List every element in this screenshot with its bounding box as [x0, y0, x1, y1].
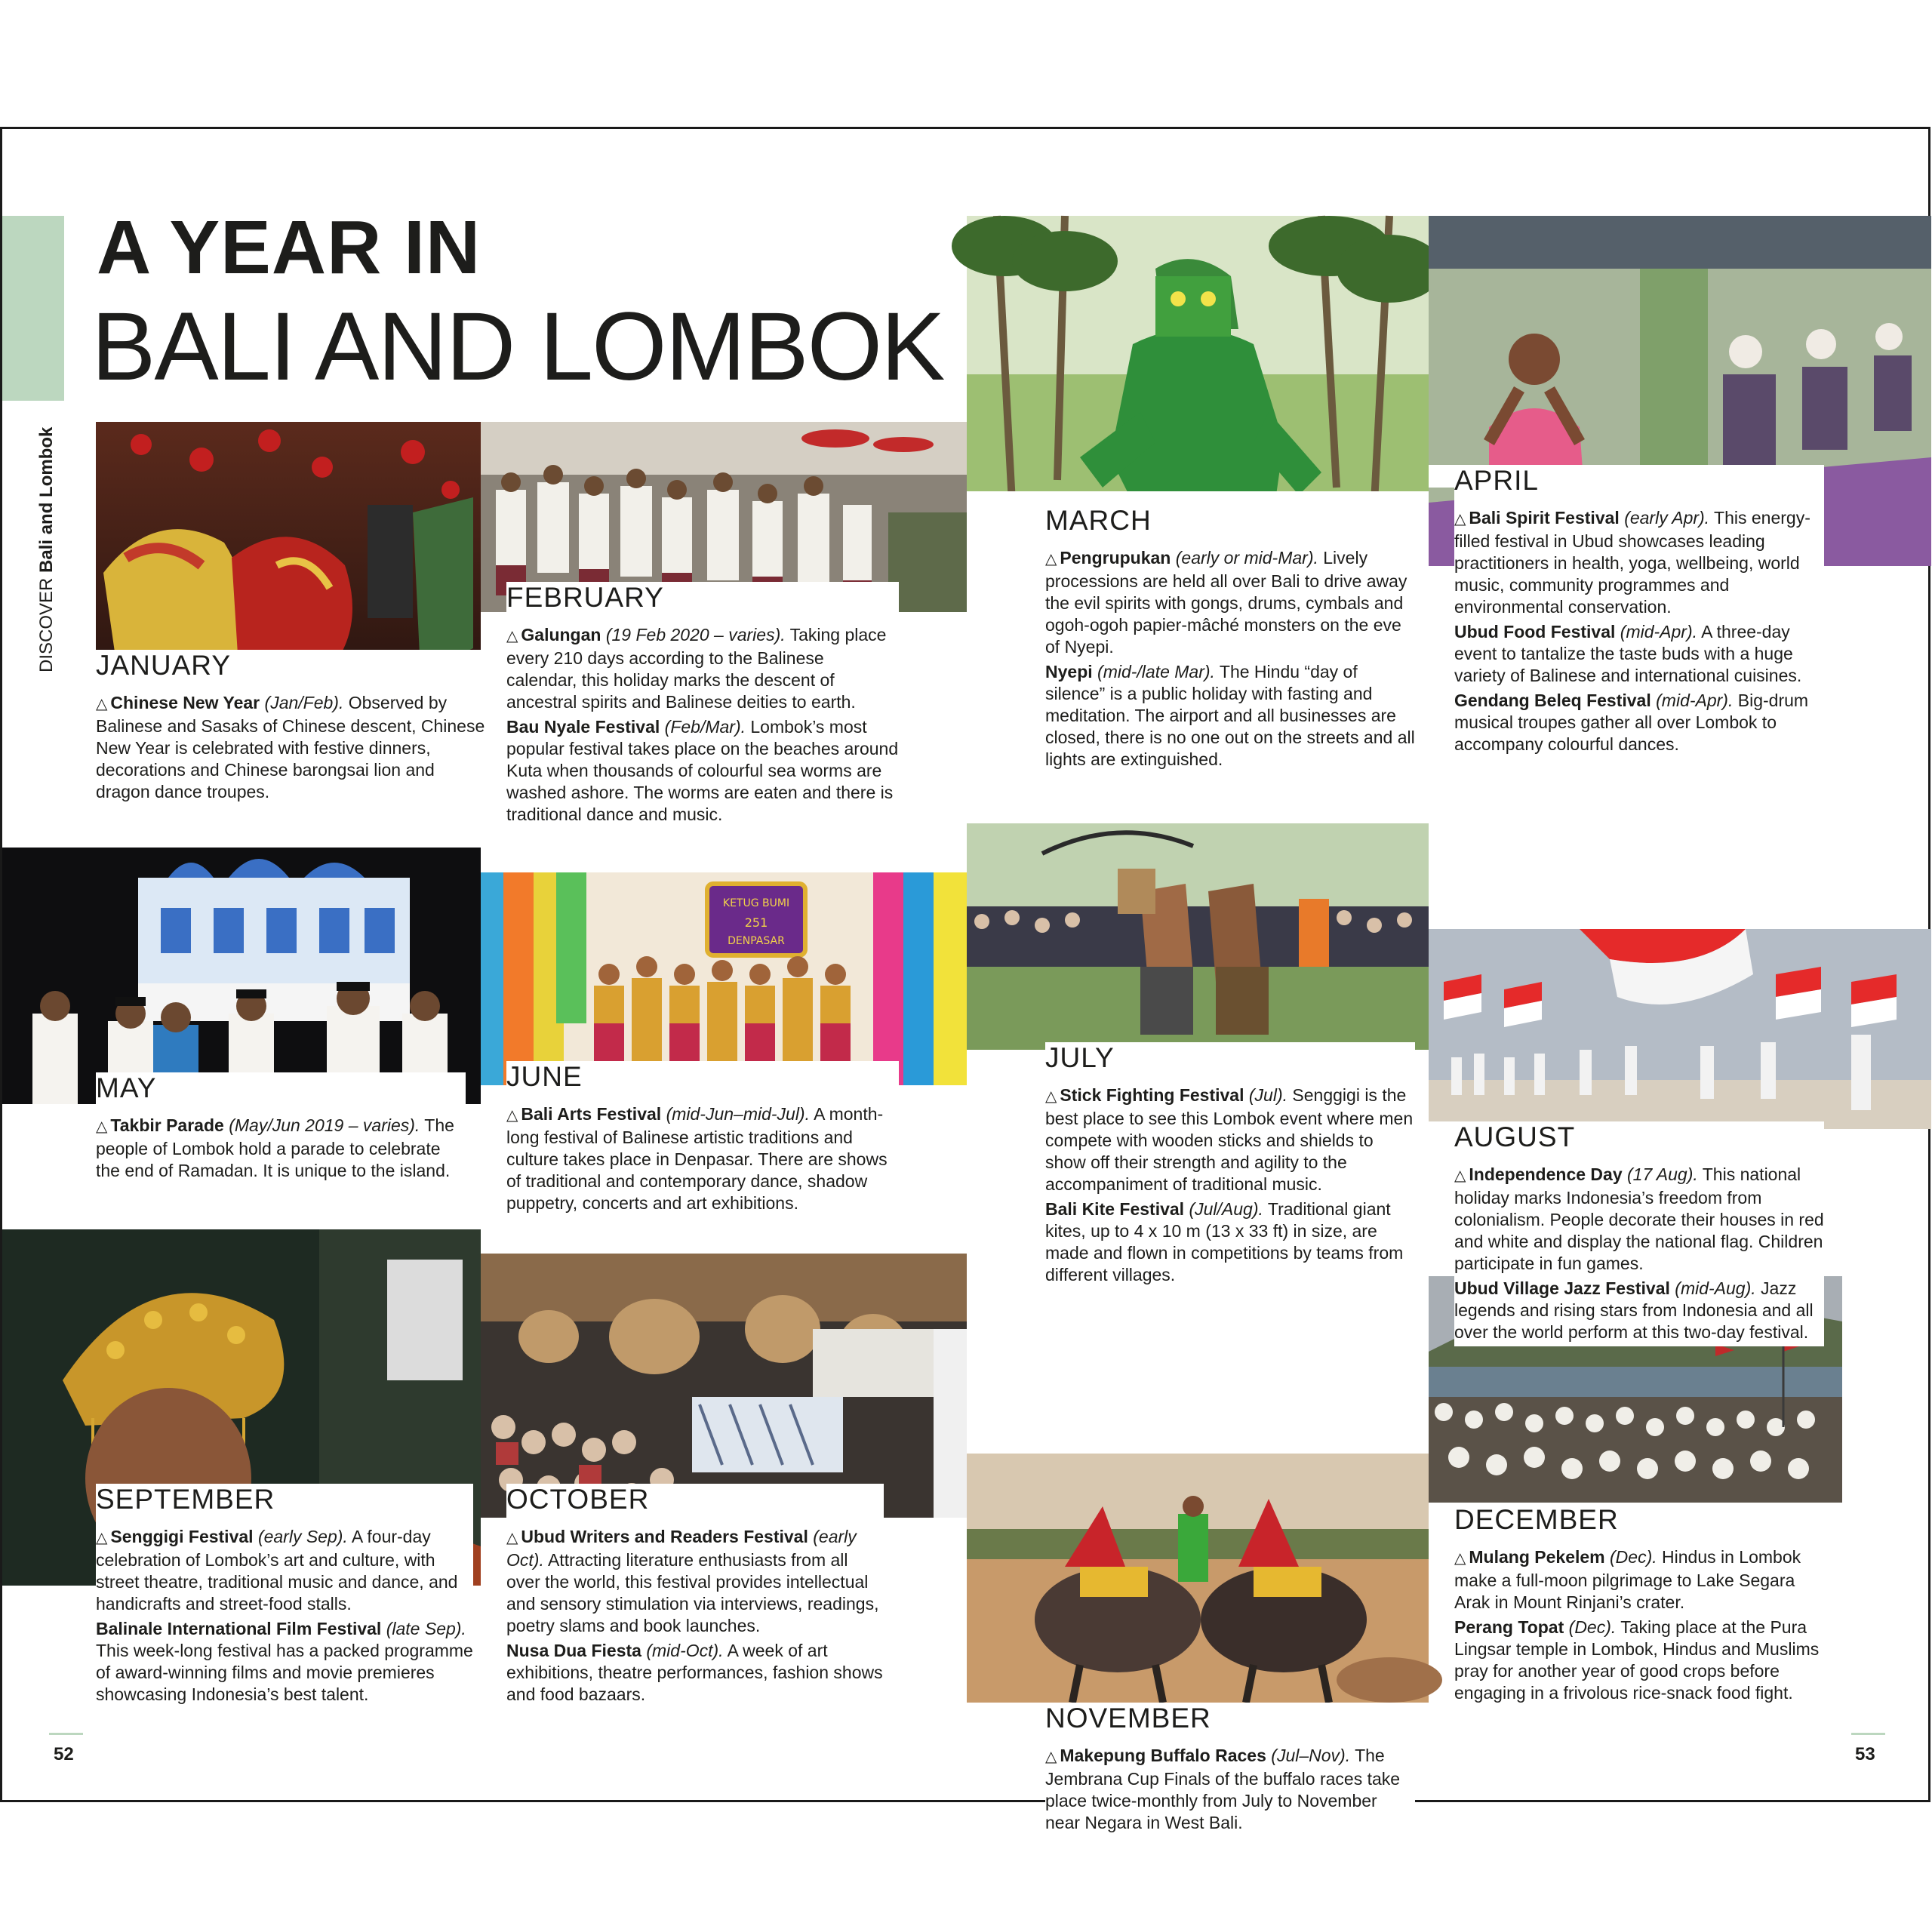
june-sign-text: KETUG BUMI: [722, 897, 790, 909]
highlight-triangle-icon: △: [1454, 511, 1466, 528]
event-entry: △ Pengrupukan (early or mid-Mar). Lively processions are held all over Bali to drive away the evil spirits with gongs, drums, cymbals and ogoh-ogoh papier-mâché monsters on the eve of Nyepi.: [1045, 548, 1407, 657]
event-entry: Nyepi (mid-/late Mar). The Hindu “day of silence” is a public holiday with fasting and meditation. The airport and all businesses are closed, there is no one out on the streets and all lights are extinguished.: [1045, 662, 1415, 769]
event-entry: Bau Nyale Festival (Feb/Mar). Lombok’s most popular festival takes place on the beaches around Kuta when thousands of colourful sea worms are washed ashore. The worms are eaten and there is traditional dance and music.: [506, 717, 899, 824]
event-entry: △ Makepung Buffalo Races (Jul–Nov). The Jembrana Cup Finals of the buffalo races take place twice-monthly from July to November near Negara in West Bali.: [1045, 1746, 1401, 1832]
event-entry: △ Chinese New Year (Jan/Feb). Observed by Balinese and Sasaks of Chinese descent, Chinese New Year is celebrated with festive dinners, decorations and Chinese barongsai lion and dragon dance troupes.: [96, 693, 485, 801]
event-entry: △ Mulang Pekelem (Dec). Hindus in Lombok make a full-moon pilgrimage to Lake Segara Arak in Mount Rinjani’s crater.: [1454, 1547, 1801, 1612]
month-june: [506, 1061, 899, 1217]
month-heading: JULY: [1045, 1042, 1115, 1073]
page-number-left: 52: [54, 1744, 74, 1764]
page-number-right: 53: [1855, 1744, 1875, 1764]
highlight-triangle-icon: △: [506, 628, 518, 645]
event-entry: Nusa Dua Fiesta (mid-Oct). A week of art exhibitions, theatre performances, fashion shows and food bazaars.: [506, 1641, 883, 1704]
highlight-triangle-icon: △: [96, 1530, 108, 1546]
month-march: [967, 491, 1429, 774]
month-october: [506, 1484, 884, 1709]
month-heading: MARCH: [1045, 505, 1152, 536]
highlight-triangle-icon: △: [1045, 551, 1057, 568]
month-february: [506, 582, 899, 829]
month-heading: FEBRUARY: [506, 582, 664, 613]
highlight-triangle-icon: △: [1454, 1168, 1466, 1184]
event-entry: △ Bali Spirit Festival (early Apr). This energy-filled festival in Ubud showcases leading practitioners in health, yoga, wellbeing, world music, community programmes and environmental conservation.: [1454, 508, 1810, 617]
june-sign-city: DENPASAR: [728, 935, 785, 947]
event-entry: △ Senggigi Festival (early Sep). A four-day celebration of Lombok’s art and culture, with street theatre, traditional music and dance, and handicrafts and street-food stalls.: [96, 1527, 458, 1614]
event-entry: Ubud Village Jazz Festival (mid-Aug). Jazz legends and rising stars from Indonesia and all over the world perform at this two-day festival.: [1454, 1278, 1814, 1342]
highlight-triangle-icon: △: [506, 1530, 518, 1546]
event-entry: △ Galungan (19 Feb 2020 – varies). Taking place every 210 days according to the Balinese calendar, this holiday marks the descent of ancestral spirits and Balinese deities to earth.: [506, 625, 887, 712]
photo-lion-dance: [96, 422, 481, 683]
month-heading: AUGUST: [1454, 1121, 1576, 1152]
event-entry: Gendang Beleq Festival (mid-Apr). Big-drum musical troupes gather all over Lombok to accompany colourful dances.: [1454, 691, 1809, 754]
month-heading: APRIL: [1454, 465, 1539, 496]
month-heading: JANUARY: [96, 650, 232, 681]
month-heading: NOVEMBER: [1045, 1703, 1211, 1734]
highlight-triangle-icon: △: [1454, 1550, 1466, 1567]
event-entry: △ Takbir Parade (May/Jun 2019 – varies). The people of Lombok hold a parade to celebrate the end of Ramadan. It is unique to the island.: [96, 1115, 454, 1180]
page-title-line1: A YEAR IN: [97, 205, 481, 290]
month-december: [1454, 1504, 1832, 1707]
event-entry: △ Stick Fighting Festival (Jul). Senggigi is the best place to see this Lombok event where men compete with wooden sticks and shields to show off their strength and agility to the accompaniment of traditional music.: [1045, 1085, 1414, 1194]
book-spread: [0, 127, 1930, 1832]
month-january: [96, 650, 488, 806]
month-july: [1045, 1042, 1415, 1289]
photo-bali-arts-festival: [481, 872, 967, 1085]
page-number-rule-left: [49, 1733, 83, 1735]
page-number-rule-right: [1851, 1733, 1885, 1735]
event-entry: Balinale International Film Festival (late Sep). This week-long festival has a packed programme of award-winning films and movie premieres showcasing Indonesia’s best talent.: [96, 1619, 473, 1704]
section-sidebar-label: DISCOVER Bali and Lombok: [36, 426, 57, 672]
month-april: [1454, 465, 1824, 758]
event-entry: Ubud Food Festival (mid-Apr). A three-day event to tantalize the taste buds with a huge variety of Balinese and international cuisines.: [1454, 622, 1802, 685]
month-heading: SEPTEMBER: [96, 1484, 275, 1515]
month-heading: OCTOBER: [506, 1484, 650, 1515]
highlight-triangle-icon: △: [1045, 1088, 1057, 1105]
event-entry: Bali Kite Festival (Jul/Aug). Traditional giant kites, up to 4 x 10 m (13 x 33 ft) in size, are made and flown in competitions by teams from different villages.: [1045, 1199, 1404, 1284]
photo-writers-festival: [481, 1254, 967, 1518]
month-september: [96, 1484, 473, 1709]
highlight-triangle-icon: △: [96, 696, 108, 712]
event-entry: △ Independence Day (17 Aug). This national holiday marks Indonesia’s freedom from colonialism. People decorate their houses in red and white and display the national flag. Children participate in fun games.: [1454, 1164, 1824, 1273]
section-color-tab: [2, 216, 64, 401]
event-entry: △ Bali Arts Festival (mid-Jun–mid-Jul). A month-long festival of Balinese artistic traditions and culture takes place in Denpasar. There are shows of traditional and contemporary dance, shadow puppetry, concerts and art exhibitions.: [506, 1104, 888, 1213]
month-november: [1045, 1703, 1415, 1837]
photo-independence-flags: [1429, 929, 1931, 1129]
event-entry: △ Ubud Writers and Readers Festival (early Oct). Attracting literature enthusiasts from all over the world, this festival provides intellectual and sensory stimulation via interviews, readings, poetry slams and book launches.: [506, 1527, 879, 1635]
highlight-triangle-icon: △: [96, 1118, 108, 1135]
photo-stick-fighting: [967, 823, 1429, 1050]
event-entry: Perang Topat (Dec). Taking place at the Pura Lingsar temple in Lombok, Hindus and Muslims pray for another year of good crops before engaging in a frivolous rice-snack food fight.: [1454, 1617, 1820, 1703]
month-may: [96, 1072, 466, 1185]
photo-buffalo-races: [967, 1454, 1429, 1703]
highlight-triangle-icon: △: [506, 1107, 518, 1124]
june-sign-number: 251: [744, 915, 768, 930]
month-heading: DECEMBER: [1454, 1504, 1619, 1535]
highlight-triangle-icon: △: [1045, 1749, 1057, 1765]
month-heading: JUNE: [506, 1061, 583, 1092]
month-august: [1454, 1121, 1824, 1346]
page-title-line2: BALI AND LOMBOK: [91, 293, 944, 401]
month-heading: MAY: [96, 1072, 157, 1103]
photo-takbir-parade: [2, 848, 481, 1104]
